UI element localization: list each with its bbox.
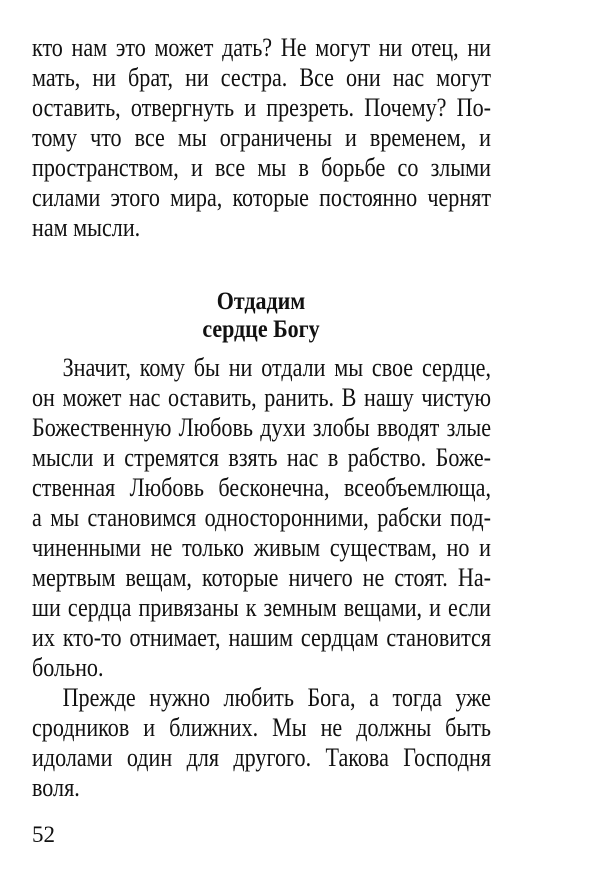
text-line: мать, ни брат, ни сестра. Все они нас могут — [32, 63, 491, 92]
text-line: Прежде нужно любить Бога, а тогда уже — [62, 683, 491, 712]
section-heading — [32, 288, 490, 344]
text-line: больно. — [32, 653, 104, 682]
text-line: он может нас оставить, ранить. В нашу чистую — [32, 383, 491, 412]
heading-line: Отдадим — [216, 288, 306, 315]
text-line: чиненными не только живым существам, но и — [32, 533, 491, 562]
text-line: ственная Любовь бесконечна, всеобъемлюща, — [32, 473, 491, 502]
text-line: Божественную Любовь духи злобы вводят злые — [32, 413, 491, 442]
text-line: Значит, кому бы ни отдали мы свое сердце, — [62, 353, 491, 382]
paragraph-2 — [32, 683, 491, 803]
continuation-paragraph — [32, 33, 491, 243]
page-number: 52 — [32, 822, 55, 847]
text-line: оставить, отвергнуть и презреть. Почему? По- — [32, 93, 491, 122]
text-line: идолами один для другого. Такова Господня — [32, 743, 491, 772]
heading-line: сердце Богу — [202, 316, 320, 343]
text-line: мысли и стремятся взять нас в рабство. Боже- — [32, 443, 491, 472]
text-line: ши сердца привязаны к земным вещами, и если — [32, 593, 491, 622]
text-line: сродников и ближних. Мы не должны быть — [32, 713, 491, 742]
text-line: мертвым вещам, которые ничего не стоят. На- — [32, 563, 491, 592]
text-line: а мы становимся односторонними, рабски под- — [32, 503, 491, 532]
paragraph-1 — [32, 353, 491, 683]
text-line: нам мысли. — [32, 213, 141, 242]
text-line: кто нам это может дать? Не могут ни отец, ни — [32, 33, 491, 62]
text-line: воля. — [32, 773, 80, 802]
text-line: их кто-то отнимает, нашим сердцам становится — [32, 623, 491, 652]
text-line: пространством, и все мы в борьбе со злыми — [32, 153, 491, 182]
text-line: силами этого мира, которые постоянно чернят — [32, 183, 491, 212]
text-line: тому что все мы ограничены и временем, и — [32, 123, 491, 152]
